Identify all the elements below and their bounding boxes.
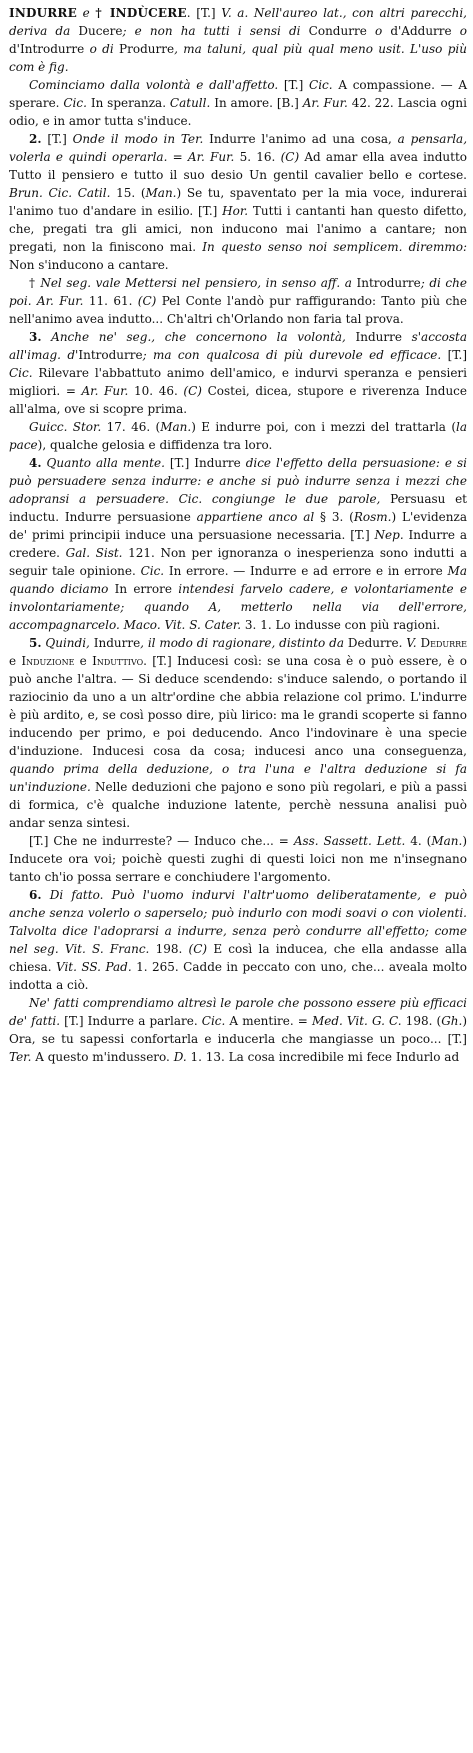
entry-text-run: †	[29, 276, 41, 290]
entry-text-run: Indurre	[355, 330, 402, 344]
entry-text-run: Produrre	[119, 42, 175, 56]
entry-text-run: Man.	[431, 834, 463, 848]
entry-text-run: Ne' fatti comprendiamo altresì le parole che possono essere più efficaci de' fatti.	[9, 996, 467, 1028]
entry-text-run: Gh.	[441, 1014, 463, 1028]
entry-text-run: 1. 265. Cadde in peccato con uno, che... aveala molto indotta a ciò.	[9, 960, 467, 992]
entry-text-run: Rosm.	[353, 510, 392, 524]
entry-text-run: Di fatto. Può l'uomo indurvi l'altr'uomo deliberatamente, e può anche senza volerlo o saperselo; può indurlo con modi soavi o con violenti. Talvolta dice l'adoprarsi a indurre, senza però condurre all'effetto; come nel seg. Vit. S. Franc.	[9, 888, 467, 956]
entry-text-run: 42. 22. Lascia ogni odio, e in amor tutta s'induce.	[9, 96, 467, 128]
entry-text-run: (C)	[280, 150, 300, 164]
entry-text-run: 3. 1. Lo indusse con più ragioni.	[241, 618, 441, 632]
entry-text-run: Indurre a credere.	[9, 528, 467, 560]
entry-text-run: ) Ora, se tu sapessi confortarla e inducerla che mangiasse un poco... [T.]	[9, 1014, 468, 1046]
entry-text-run: ) Se tu, spaventato per la mia voce, indurerai l'animo tuo d'andare in esilio. [T.]	[9, 186, 467, 218]
entry-text-run: Nel seg. vale Mettersi nel pensiero, in senso aff. a	[40, 276, 352, 290]
entry-text-run: 198. (	[401, 1014, 442, 1028]
entry-text-run: Vit. SS. Pad.	[55, 960, 132, 974]
entry-text-run: [T.]	[278, 78, 310, 92]
entry-text-run: In amore. [B.]	[210, 96, 303, 110]
entry-text-run: Introdurre	[78, 348, 143, 362]
entry-text-run: ) L'evidenza de' primi principii induce una persuasione necessaria. [T.]	[9, 510, 467, 542]
entry-text-run: Induttivo	[92, 654, 144, 668]
entry-text-run: A mentire. =	[225, 1014, 312, 1028]
entry-text-run: ; e non ha tutti i sensi di	[122, 24, 309, 38]
entry-text-run: Quindi,	[41, 636, 94, 650]
entry-text-run: Ar. Fur.	[81, 384, 129, 398]
entry-paragraph	[9, 454, 467, 634]
entry-text-run: In speranza.	[86, 96, 170, 110]
entry-text-run: 10. 46.	[128, 384, 184, 398]
entry-text-run: Cic.	[140, 564, 165, 578]
entry-text-run: quando prima della deduzione, o tra l'una e l'altra deduzione si fa un'induzione.	[9, 762, 467, 794]
entry-text-run: Pel Conte l'andò pur raffigurando: Tanto più che nell'animo avea indutto... Ch'altri ch'Orlando non faria tal prova.	[9, 294, 467, 326]
dictionary-entry-indurre	[9, 4, 467, 1066]
entry-paragraph	[9, 274, 467, 328]
entry-text-run: (C)	[137, 294, 157, 308]
entry-paragraph	[9, 994, 467, 1066]
entry-text-run: Quanto alla mente.	[41, 456, 165, 470]
entry-text-run: intendesi farvelo cadere, e volontariamente e involontariamente; quando A, metterlo nella via dell'errore, accompagnarcelo. Maco. Vit. S. Cater.	[9, 582, 467, 632]
entry-text-run: , il modo di ragionare, distinto da	[140, 636, 348, 650]
entry-text-run: 121. Non per ignoranza o inesperienza sono indutti a seguir tale opinione.	[9, 546, 468, 578]
entry-text-run: § 3. (	[314, 510, 354, 524]
entry-text-run: Nelle deduzioni che pajono e sono più regolari, e più a passi di formica, c'è qualche induzione latente, perchè nessuna analisi può andar senza sintesi.	[9, 780, 467, 830]
entry-text-run: Induzione	[21, 654, 75, 668]
entry-text-run: Indurre l'animo ad una cosa,	[203, 132, 398, 146]
headword: † INDÙCERE	[95, 6, 187, 20]
entry-text-run: ), qualche gelosia e diffidenza tra loro.	[37, 438, 273, 452]
entry-text-run: s'accosta all'imag. d'	[9, 330, 467, 362]
entry-text-run: 17. 46. (	[101, 420, 161, 434]
entry-text-run: E così la inducea, che ella andasse alla chiesa.	[9, 942, 467, 974]
entry-text-run: D.	[173, 1050, 187, 1064]
entry-text-run: Cic.	[9, 366, 33, 380]
entry-text-run: [T.] Indurre	[164, 456, 246, 470]
entry-paragraph	[9, 634, 467, 832]
entry-text-run: [T.] Che ne indurreste? — Induco che... =	[29, 834, 294, 848]
entry-paragraph	[9, 418, 467, 454]
entry-text-run: (C)	[183, 384, 202, 398]
entry-text-run: o	[366, 24, 391, 38]
entry-text-run: o di	[84, 42, 120, 56]
entry-paragraph	[9, 130, 467, 274]
entry-text-run: Med. Vit. G. C.	[311, 1014, 402, 1028]
entry-text-run: Cic.	[63, 96, 87, 110]
entry-text-run: Rilevare l'abbattuto animo dell'amico, e indurvi speranza e pensieri migliori. =	[9, 366, 467, 398]
entry-text-run: 198.	[149, 942, 189, 956]
entry-text-run: 1. 13. La cosa incredibile mi fece Indurlo ad	[186, 1050, 460, 1064]
entry-text-run: Hor.	[222, 204, 249, 218]
entry-text-run: o	[451, 24, 467, 38]
entry-text-run: Ad amar ella avea indutto Tutto il pensiero e tutto il suo desio Un gentil cavalier bello e cortese.	[9, 150, 468, 182]
entry-text-run: Ducere	[78, 24, 123, 38]
entry-paragraph	[9, 328, 467, 418]
entry-text-run: 3.	[29, 330, 42, 344]
entry-text-run: ) E indurre poi, con i mezzi del trattarla (	[191, 420, 457, 434]
entry-text-run: 4.	[29, 456, 42, 470]
entry-paragraph	[9, 886, 467, 994]
entry-text-run: Anche ne' seg., che concernono la volontà,	[41, 330, 356, 344]
entry-text-run: [T.] Indurre a parlare.	[60, 1014, 202, 1028]
entry-text-run: . [T.] Inducesi così: se una cosa è o può essere, è o può anche l'altra. — Si deduce scendendo: s'induce salendo, o portando il raziocinio da uno a un altr'ordine che abbia relazione col primo. L'indurre è più ardito, e, se così posso dire, più lirico: ma le grandi scoperte si fanno inducendo per primo, e poi deducendo. Anco l'indovinare è una specie d'induzione. Inducesi cosa da cosa; inducesi anco una conseguenza,	[9, 654, 468, 758]
entry-text-run: la pace	[9, 420, 468, 452]
entry-text-run: Ass. Sassett. Lett.	[293, 834, 406, 848]
entry-text-run: Non s'inducono a cantare.	[9, 258, 169, 272]
entry-paragraph	[9, 832, 467, 886]
entry-text-run: A questo m'indussero.	[31, 1050, 174, 1064]
entry-text-run: Man.	[145, 186, 177, 200]
entry-text-run: Tutti i cantanti han questo difetto, che, pregati tra gli amici, non inducono mai l'animo a cantare; non pregati, non la finiscono mai.	[9, 204, 467, 254]
entry-text-run: Ter.	[9, 1050, 32, 1064]
entry-text-run: [T.]	[441, 348, 468, 362]
entry-text-run: . [T.]	[186, 6, 222, 20]
entry-paragraph	[9, 76, 467, 130]
entry-text-run: ; ma con qualcosa di più durevole ed efficace.	[142, 348, 442, 362]
entry-text-run: Ar. Fur.	[302, 96, 348, 110]
entry-text-run: Catull.	[169, 96, 211, 110]
entry-text-run: Introdurre	[351, 276, 421, 290]
entry-text-run: a pensarla, volerla e quindi operarla.	[9, 132, 468, 164]
entry-text-run: In questo senso noi semplicem. diremmo:	[202, 240, 467, 254]
entry-text-run: Cic.	[309, 78, 333, 92]
entry-text-run: 5.	[29, 636, 42, 650]
entry-text-run: d'Introdurre	[9, 42, 85, 56]
entry-text-run: 2.	[29, 132, 42, 146]
entry-text-run: . V.	[398, 636, 421, 650]
entry-text-run: Gal. Sist.	[65, 546, 123, 560]
entry-text-run: e	[74, 654, 93, 668]
entry-text-run: e	[76, 6, 96, 20]
entry-text-run: 6.	[29, 888, 42, 902]
entry-text-run: Brun. Cic. Catil.	[9, 186, 111, 200]
entry-text-run: e	[9, 654, 22, 668]
entry-text-run: 5. 16.	[234, 150, 281, 164]
entry-text-run: appartiene anco al	[196, 510, 315, 524]
entry-text-run: V. a. Nell'aureo lat., con altri parecchi, deriva da	[9, 6, 467, 38]
entry-text-run: , ma taluni, qual più qual meno usit. L'uso più com è fig.	[9, 42, 468, 74]
entry-text-run: (C)	[188, 942, 208, 956]
entry-text-run: Guicc. Stor.	[29, 420, 102, 434]
entry-text-run: Ar. Fur.	[187, 150, 235, 164]
entry-text-run: =	[167, 150, 188, 164]
entry-text-run: Persuasu et inductu. Indurre persuasione	[9, 492, 467, 524]
entry-text-run: Onde il modo in Ter.	[72, 132, 204, 146]
entry-paragraph	[9, 4, 467, 76]
entry-text-run: Costei, dicea, stupore e riverenza Induce all'alma, ove si scopre prima.	[9, 384, 467, 416]
entry-text-run: dice l'effetto della persuasione: e si può persuadere senza indurre: e anche si può indurre senza i mezzi che adopransi a persuadere. Cic. congiunge le due parole,	[9, 456, 467, 506]
entry-text-run: Ma quando diciamo	[9, 564, 467, 596]
entry-text-run: In errore. — Indurre e ad errore e in errore	[164, 564, 448, 578]
entry-text-run: Cic.	[201, 1014, 226, 1028]
entry-text-run: 15. (	[110, 186, 146, 200]
entry-text-run: Cominciamo dalla volontà e dall'affetto.	[29, 78, 279, 92]
headword: INDURRE	[9, 6, 77, 20]
entry-text-run: Condurre	[308, 24, 367, 38]
entry-text-run: Nep.	[374, 528, 404, 542]
entry-text-run: Man.	[160, 420, 192, 434]
entry-text-run: [T.]	[41, 132, 73, 146]
entry-text-run: ) Inducete ora voi; poichè questi zughi di questi loici non me n'insegnano tanto ch'io possa serrare e conchiudere l'argomento.	[9, 834, 467, 884]
entry-text-run: In errore	[108, 582, 179, 596]
entry-text-run: 4. (	[405, 834, 432, 848]
entry-text-run: ; di che poi. Ar. Fur.	[9, 276, 467, 308]
entry-text-run: Dedurre	[347, 636, 399, 650]
entry-text-run: d'Addurre	[390, 24, 452, 38]
entry-text-run: A compassione. — A sperare.	[9, 78, 468, 110]
entry-text-run: Indurre	[93, 636, 141, 650]
entry-text-run: Dedurre	[420, 636, 467, 650]
entry-text-run: 11. 61.	[83, 294, 138, 308]
